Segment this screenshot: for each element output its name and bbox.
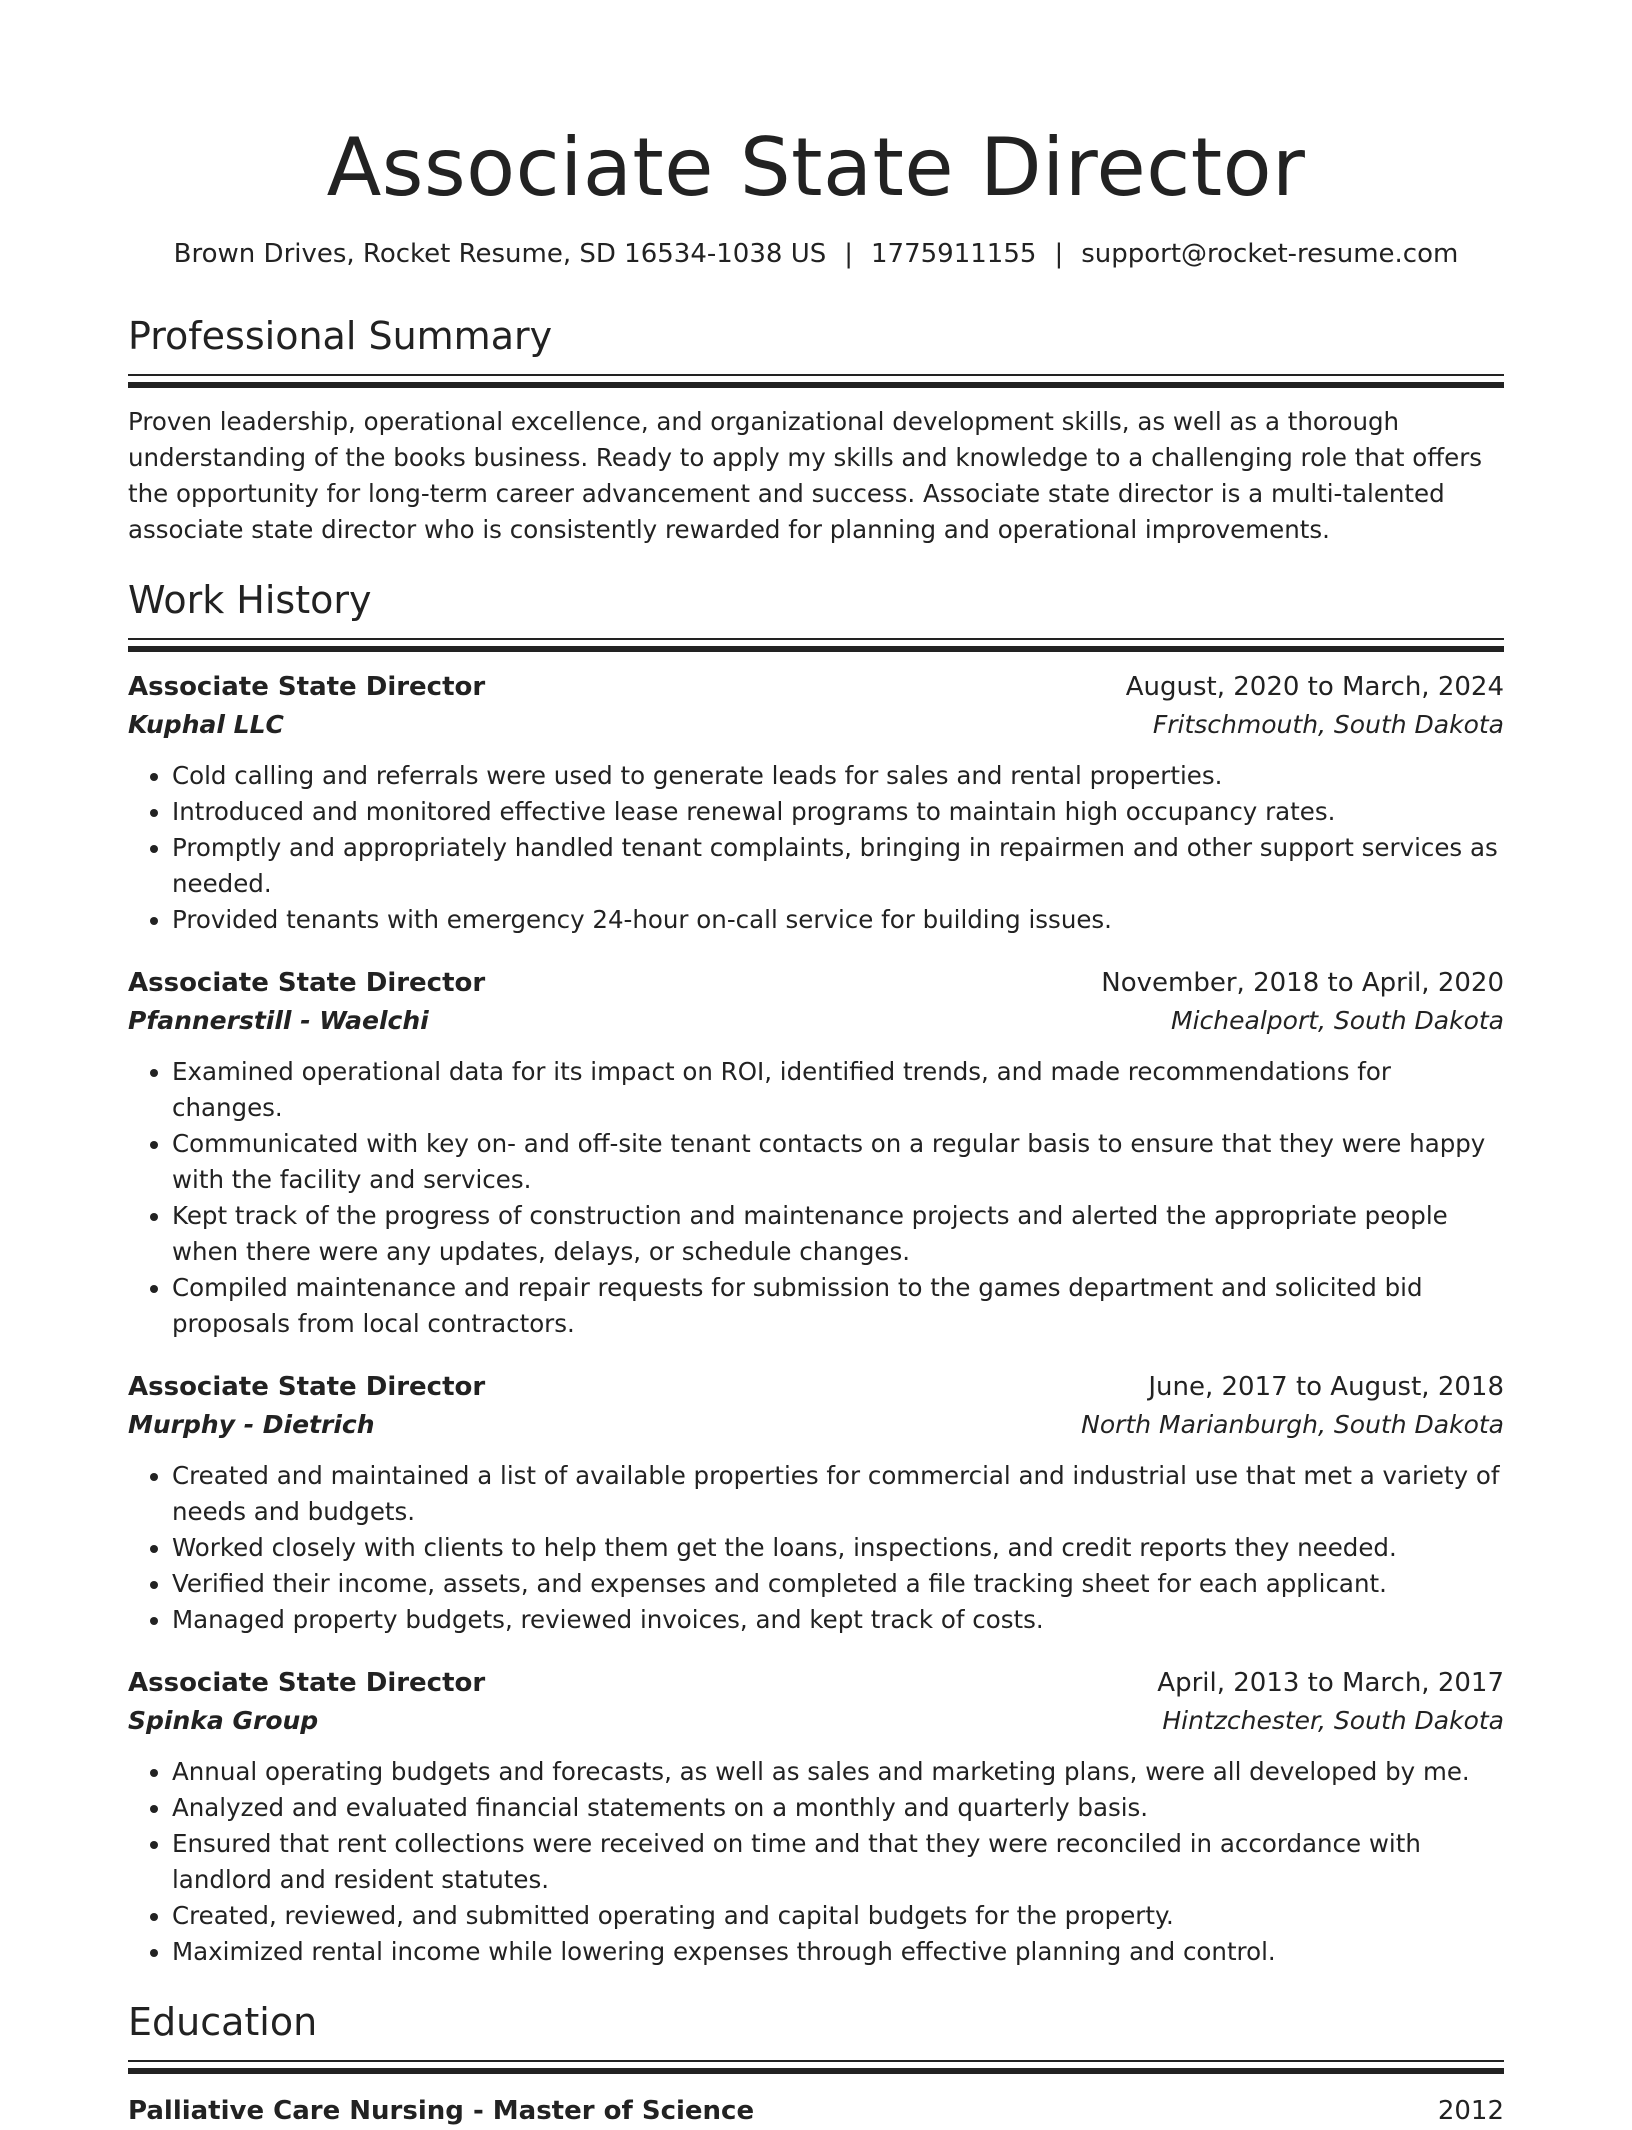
list-item: • Annual operating budgets and forecasts, as well as sales and marketing plans, were all developed by me. (172, 1754, 1504, 1790)
job-entry (128, 1664, 1504, 1970)
job-dates: August, 2020 to March, 2024 (1125, 672, 1504, 702)
list-item: • Maximized rental income while lowering expenses through effective planning and control. (172, 1934, 1504, 1970)
list-item: • Managed property budgets, reviewed invoices, and kept track of costs. (172, 1602, 1504, 1638)
education-degree: Palliative Care Nursing - Master of Science (128, 2096, 755, 2126)
job-location: Fritschmouth, South Dakota (1152, 710, 1504, 739)
list-item: • Ensured that rent collections were received on time and that they were reconciled in accordance with landlord and resident statutes. (172, 1826, 1504, 1898)
job-title: Associate State Director (128, 968, 486, 998)
work-history-section (128, 576, 1504, 1970)
contact-phone: 1775911155 (871, 239, 1037, 269)
section-title: Work History (128, 578, 372, 622)
list-item: • Cold calling and referrals were used to generate leads for sales and rental properties. (172, 758, 1504, 794)
education-entry (128, 2092, 1504, 2130)
job-dates: April, 2013 to March, 2017 (1157, 1668, 1504, 1698)
job-location: Michealport, South Dakota (1171, 1006, 1504, 1035)
job-title: Associate State Director (128, 1668, 486, 1698)
job-dates: November, 2018 to April, 2020 (1101, 968, 1504, 998)
job-bullets (128, 1458, 1504, 1638)
list-item: • Introduced and monitored effective lease renewal programs to maintain high occupancy rates. (172, 794, 1504, 830)
list-item: • Verified their income, assets, and expenses and completed a file tracking sheet for each applicant. (172, 1566, 1504, 1602)
job-bullets (128, 758, 1504, 938)
list-item: • Compiled maintenance and repair requests for submission to the games department and solicited bid proposals from local contractors. (172, 1270, 1504, 1342)
section-divider (128, 2060, 1504, 2074)
job-bullets (128, 1054, 1504, 1342)
job-company: Murphy - Dietrich (128, 1410, 375, 1439)
contact-email: support@rocket-resume.com (1081, 239, 1459, 269)
contact-line (128, 236, 1504, 272)
list-item: • Created, reviewed, and submitted operating and capital budgets for the property. (172, 1898, 1504, 1934)
resume-header (128, 0, 1504, 272)
list-item: • Created and maintained a list of available properties for commercial and industrial use that met a variety of needs and budgets. (172, 1458, 1504, 1530)
contact-address: Brown Drives, Rocket Resume, SD 16534-1038 US (173, 239, 827, 269)
section-divider (128, 638, 1504, 652)
section-title: Professional Summary (128, 314, 553, 358)
list-item: • Analyzed and evaluated financial statements on a monthly and quarterly basis. (172, 1790, 1504, 1826)
section-divider (128, 374, 1504, 388)
job-subheader (128, 706, 1504, 744)
list-item: • Communicated with key on- and off-site tenant contacts on a regular basis to ensure that they were happy with the facility and services. (172, 1126, 1504, 1198)
job-company: Pfannerstill - Waelchi (128, 1006, 429, 1035)
job-header (128, 964, 1504, 1002)
job-location: Hintzchester, South Dakota (1162, 1706, 1504, 1735)
job-bullets (128, 1754, 1504, 1970)
summary-section (128, 312, 1504, 548)
job-dates: June, 2017 to August, 2018 (1148, 1372, 1504, 1402)
list-item: • Provided tenants with emergency 24-hour on-call service for building issues. (172, 902, 1504, 938)
job-subheader (128, 1002, 1504, 1040)
job-entry (128, 1368, 1504, 1638)
job-header (128, 1664, 1504, 1702)
section-title: Education (128, 2000, 318, 2044)
education-year: 2012 (1437, 2096, 1504, 2126)
job-header (128, 668, 1504, 706)
job-title: Associate State Director (128, 672, 486, 702)
job-subheader (128, 1406, 1504, 1444)
list-item: • Examined operational data for its impact on ROI, identified trends, and made recommendations for changes. (172, 1054, 1504, 1126)
contact-separator: | (844, 239, 854, 269)
contact-separator: | (1054, 239, 1064, 269)
list-item: • Kept track of the progress of construction and maintenance projects and alerted the appropriate people when there were any updates, delays, or schedule changes. (172, 1198, 1504, 1270)
candidate-name: Associate State Director (326, 121, 1306, 214)
job-entry (128, 964, 1504, 1342)
summary-text: Proven leadership, operational excellence, and organizational development skills, as well as a thorough understanding of the books business. Ready to apply my skills and knowledge to a challenging role that offers the opportunity for long-term career advancement and success. Associate state director is a multi-talented associate state director who is consistently rewarded for planning and operational improvements. (128, 407, 1483, 544)
job-title: Associate State Director (128, 1372, 486, 1402)
job-company: Spinka Group (128, 1706, 319, 1735)
list-item: • Worked closely with clients to help them get the loans, inspections, and credit reports they needed. (172, 1530, 1504, 1566)
education-section (128, 1998, 1504, 2130)
job-company: Kuphal LLC (128, 710, 284, 739)
job-header (128, 1368, 1504, 1406)
job-subheader (128, 1702, 1504, 1740)
job-entry (128, 668, 1504, 938)
job-location: North Marianburgh, South Dakota (1081, 1410, 1504, 1439)
list-item: • Promptly and appropriately handled tenant complaints, bringing in repairmen and other support services as needed. (172, 830, 1504, 902)
